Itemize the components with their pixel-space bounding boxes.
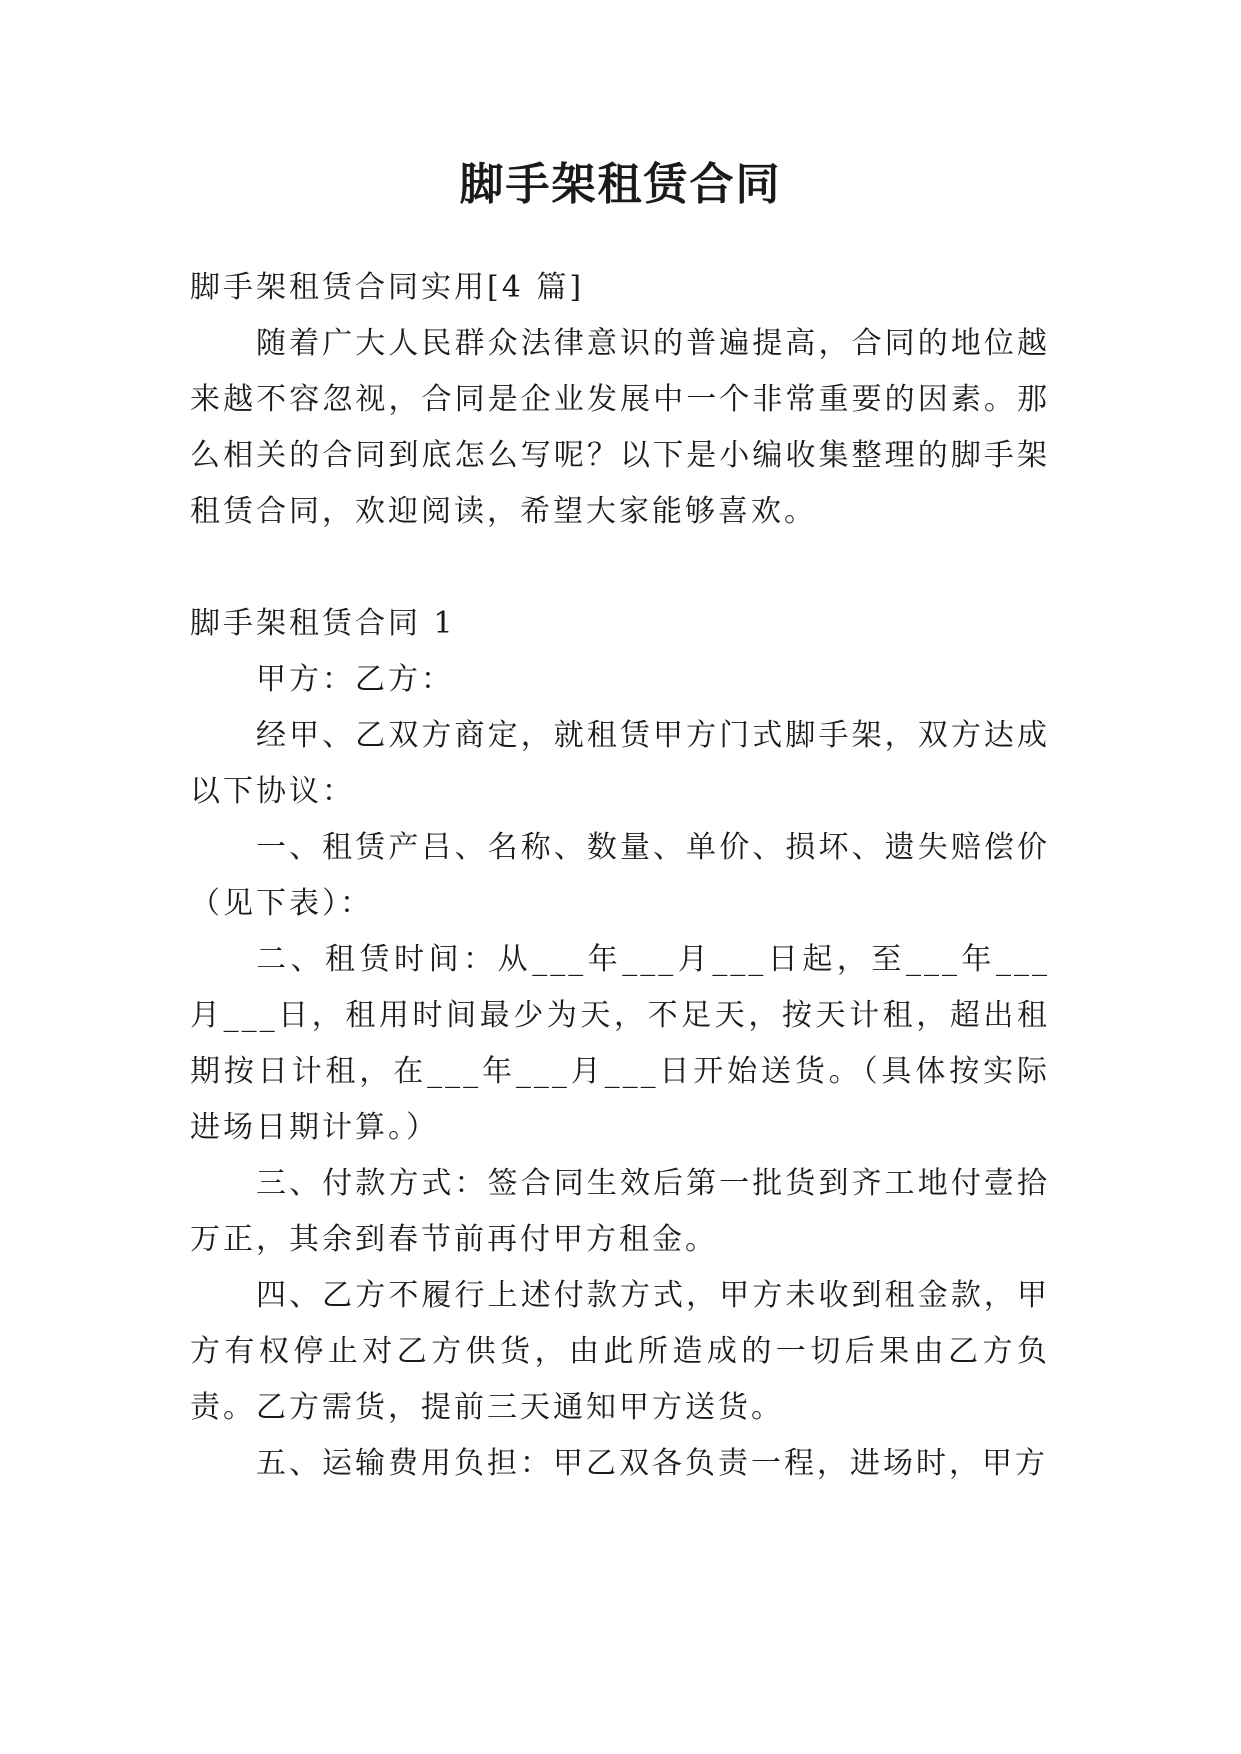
intro-paragraph: 随着广大人民群众法律意识的普遍提高，合同的地位越来越不容忽视，合同是企业发展中一个非常重要的因素。那么相关的合同到底怎么写呢？以下是小编收集整理的脚手架租赁合同，欢迎阅读，希望大家能够喜欢。 [190,326,1050,529]
clause-1: 一、租赁产吕、名称、数量、单价、损坏、遗失赔偿价（见下表）： [190,830,1050,921]
agreement-paragraph: 经甲、乙双方商定，就租赁甲方门式脚手架，双方达成以下协议： [190,718,1050,809]
document-subtitle: 脚手架租赁合同实用[4 篇] [190,270,585,305]
clause-2: 二、租赁时间：从___年___月___日起，至___年___月___日，租用时间最少为天，不足天，按天计租，超出租期按日计租，在___年___月___日开始送货。（具体按实际进场日期计算。） [190,942,1050,1145]
parties-line: 甲方：乙方： [256,662,454,697]
clause-5: 五、运输费用负担：甲乙双各负责一程，进场时，甲方 [256,1446,1048,1481]
clause-4: 四、乙方不履行上述付款方式，甲方未收到租金款，甲方有权停止对乙方供货，由此所造成的一切后果由乙方负责。乙方需货，提前三天通知甲方送货。 [190,1278,1050,1425]
document-title: 脚手架租赁合同 [459,159,782,210]
clause-3: 三、付款方式：签合同生效后第一批货到齐工地付壹拾万正，其余到春节前再付甲方租金。 [190,1166,1050,1257]
document-body [190,260,1050,1492]
section-heading: 脚手架租赁合同 1 [190,606,456,641]
